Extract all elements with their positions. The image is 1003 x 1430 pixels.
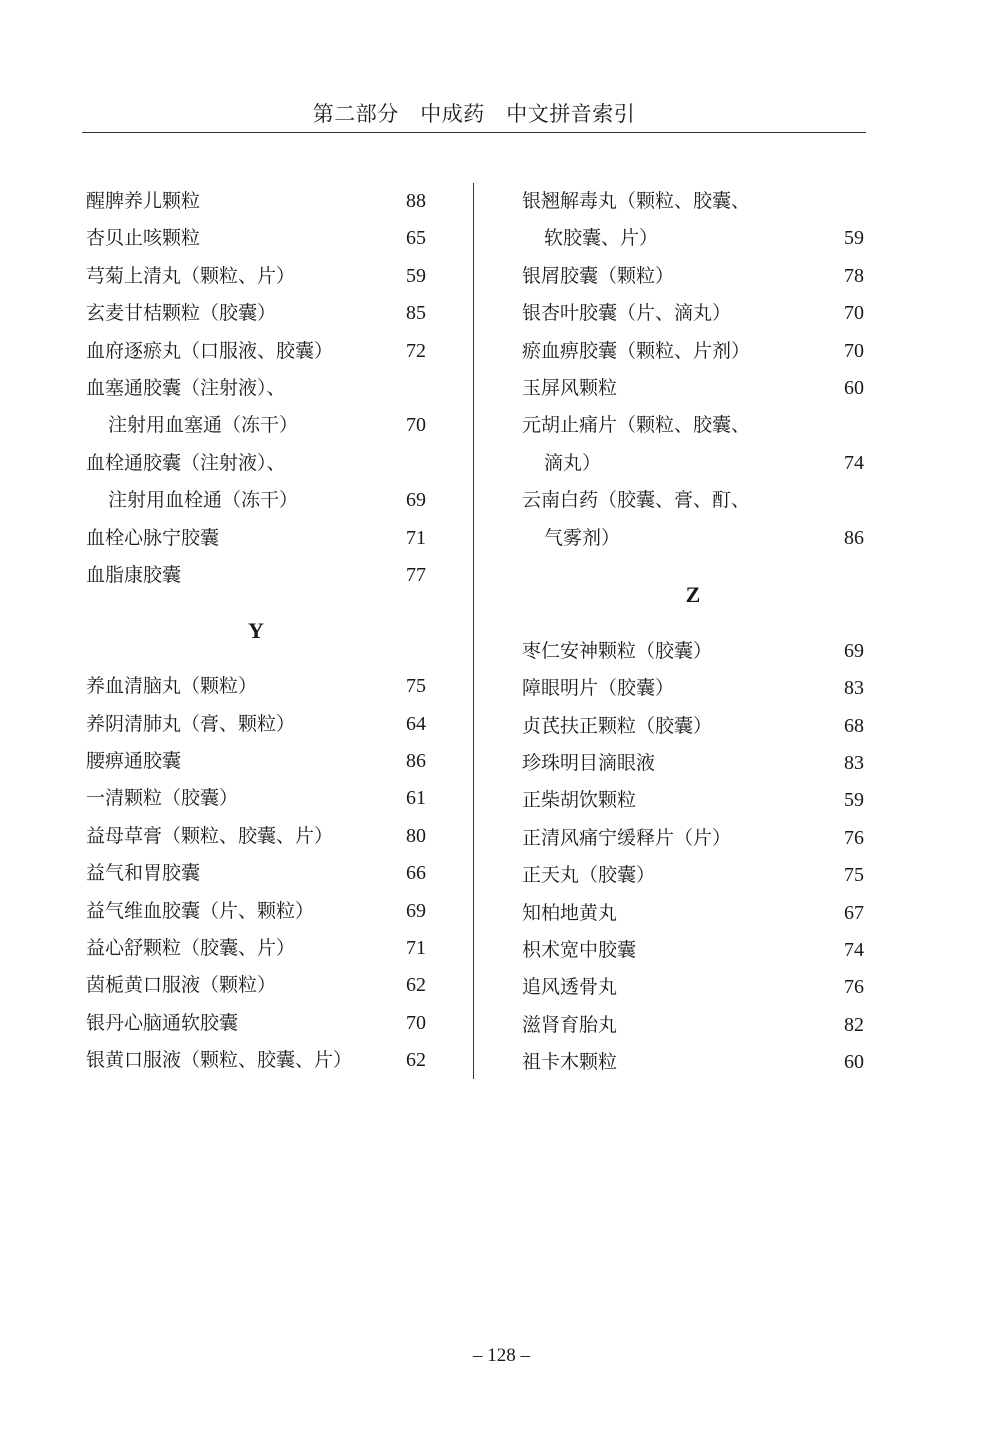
index-entry [522, 745, 864, 782]
index-entry [522, 333, 864, 370]
entry-name: 腰痹通胶囊 [86, 750, 182, 773]
entry-name: 滴丸） [544, 451, 602, 474]
entry-name: 玉屏风颗粒 [522, 376, 618, 399]
index-entry [522, 520, 864, 557]
entry-name: 银丹心脑通软胶囊 [86, 1011, 239, 1034]
entry-page-number: 76 [844, 826, 864, 849]
entry-name: 益气维血胶囊（片、颗粒） [86, 899, 315, 922]
entry-name: 血脂康胶囊 [86, 563, 182, 586]
index-entry [522, 445, 864, 482]
entry-name: 枣仁安神颗粒（胶囊） [522, 639, 713, 662]
index-entry [522, 295, 864, 332]
section-letter-y: Y [248, 618, 264, 644]
entry-name: 血栓通胶囊（注射液）、 [86, 451, 286, 474]
column-divider [473, 183, 474, 1079]
entry-name: 元胡止痛片（颗粒、胶囊、 [522, 414, 751, 437]
entry-name: 滋肾育胎丸 [522, 1013, 618, 1036]
index-entry [86, 668, 426, 705]
entry-name: 瘀血痹胶囊（颗粒、片剂） [522, 339, 751, 362]
index-entry [86, 258, 426, 295]
page-header: 第二部分 中成药 中文拼音索引 [312, 102, 636, 126]
index-entry [522, 370, 864, 407]
entry-name: 障眼明片（胶囊） [522, 677, 675, 700]
entry-page-number: 77 [406, 563, 426, 586]
entry-name: 养血清脑丸（颗粒） [86, 675, 258, 698]
entry-page-number: 88 [406, 190, 426, 212]
entry-page-number: 85 [406, 302, 426, 325]
entry-name: 养阴清肺丸（膏、颗粒） [86, 712, 296, 735]
entry-page-number: 70 [844, 302, 864, 325]
entry-name: 一清颗粒（胶囊） [86, 787, 239, 810]
entry-name: 注射用血栓通（冻干） [108, 489, 299, 512]
entry-name: 正天丸（胶囊） [522, 864, 656, 887]
index-entry [522, 969, 864, 1006]
index-entry [522, 258, 864, 295]
entry-name: 珍珠明目滴眼液 [522, 752, 656, 775]
entry-page-number: 65 [406, 227, 426, 250]
entry-page-number: 64 [406, 712, 426, 735]
entry-page-number: 67 [844, 901, 864, 924]
entry-name: 血塞通胶囊（注射液）、 [86, 376, 286, 399]
entry-page-number: 60 [844, 376, 864, 399]
entry-name: 益母草膏（颗粒、胶囊、片） [86, 824, 334, 847]
entry-page-number: 83 [844, 677, 864, 700]
index-entry [86, 183, 426, 220]
entry-page-number: 70 [844, 339, 864, 362]
entry-page-number: 70 [406, 1011, 426, 1034]
entry-page-number: 75 [844, 864, 864, 887]
entry-name: 追风透骨丸 [522, 976, 618, 999]
entry-page-number: 74 [844, 451, 864, 474]
entry-page-number: 75 [406, 675, 426, 698]
entry-name: 血栓心脉宁胶囊 [86, 526, 220, 549]
entry-name: 杏贝止咳颗粒 [86, 227, 201, 250]
entry-page-number: 70 [406, 414, 426, 437]
entry-name: 玄麦甘桔颗粒（胶囊） [86, 302, 277, 325]
entry-page-number: 66 [406, 862, 426, 885]
index-entry [86, 445, 426, 482]
entry-page-number: 80 [406, 824, 426, 847]
index-entry [86, 520, 426, 557]
index-entry [86, 1042, 426, 1079]
entry-name: 贞芪扶正颗粒（胶囊） [522, 714, 713, 737]
entry-page-number: 83 [844, 752, 864, 775]
index-entry [86, 743, 426, 780]
index-entry [86, 370, 426, 407]
index-entry [522, 932, 864, 969]
index-entry [86, 930, 426, 967]
entry-page-number: 72 [406, 339, 426, 362]
left-entries-x [86, 183, 426, 594]
entry-page-number: 71 [406, 937, 426, 960]
entry-name: 芎菊上清丸（颗粒、片） [86, 264, 296, 287]
entry-page-number: 86 [844, 526, 864, 549]
entry-page-number: 59 [406, 264, 426, 287]
entry-page-number: 68 [844, 714, 864, 737]
section-letter-z: Z [685, 581, 701, 607]
entry-page-number: 71 [406, 526, 426, 549]
entry-name: 银屑胶囊（颗粒） [522, 264, 675, 287]
index-entry [522, 482, 864, 519]
index-entry [86, 706, 426, 743]
entry-name: 软胶囊、片） [544, 227, 659, 250]
entry-page-number: 59 [844, 789, 864, 812]
entry-name: 银杏叶胶囊（片、滴丸） [522, 302, 732, 325]
entry-name: 注射用血塞通（冻干） [108, 414, 299, 437]
entry-page-number: 76 [844, 976, 864, 999]
header-rule [82, 132, 866, 133]
entry-page-number: 78 [844, 264, 864, 287]
index-entry [86, 333, 426, 370]
entry-name: 枳术宽中胶囊 [522, 939, 637, 962]
entry-name: 银黄口服液（颗粒、胶囊、片） [86, 1049, 353, 1072]
index-entry [522, 895, 864, 932]
entry-page-number: 86 [406, 750, 426, 773]
index-entry [86, 967, 426, 1004]
entry-name: 气雾剂） [544, 526, 621, 549]
index-entry [86, 295, 426, 332]
index-entry [86, 855, 426, 892]
index-entry [522, 407, 864, 444]
index-entry [86, 557, 426, 594]
entry-page-number: 69 [406, 489, 426, 512]
index-entry [522, 220, 864, 257]
entry-name: 知柏地黄丸 [522, 901, 618, 924]
entry-name: 正清风痛宁缓释片（片） [522, 826, 732, 849]
entry-name: 云南白药（胶囊、膏、酊、 [522, 489, 751, 512]
entry-page-number: 69 [406, 899, 426, 922]
entry-page-number: 82 [844, 1013, 864, 1036]
entry-name: 益心舒颗粒（胶囊、片） [86, 937, 296, 960]
index-entry [86, 780, 426, 817]
index-entry [522, 708, 864, 745]
index-entry [522, 183, 864, 220]
entry-name: 茵栀黄口服液（颗粒） [86, 974, 277, 997]
right-column [522, 183, 864, 1082]
entry-name: 祖卡木颗粒 [522, 1051, 618, 1074]
entry-page-number: 60 [844, 1051, 864, 1074]
right-entries-z [522, 633, 864, 1082]
index-entry [86, 407, 426, 444]
index-entry [522, 782, 864, 819]
entry-page-number: 61 [406, 787, 426, 810]
entry-name: 益气和胃胶囊 [86, 862, 201, 885]
index-entry [522, 1007, 864, 1044]
entry-name: 血府逐瘀丸（口服液、胶囊） [86, 339, 334, 362]
index-entry [86, 482, 426, 519]
entry-page-number: 69 [844, 639, 864, 662]
index-entry [86, 818, 426, 855]
index-entry [522, 820, 864, 857]
index-entry [86, 1005, 426, 1042]
entry-page-number: 74 [844, 939, 864, 962]
entry-page-number: 59 [844, 227, 864, 250]
page-number: – 128 – [473, 1345, 530, 1366]
index-entry [522, 670, 864, 707]
index-entry [86, 220, 426, 257]
left-column [86, 183, 426, 1080]
index-entry [86, 893, 426, 930]
index-entry [522, 857, 864, 894]
right-entries-y [522, 183, 864, 557]
entry-page-number: 62 [406, 1049, 426, 1072]
entry-name: 醒脾养儿颗粒 [86, 190, 201, 212]
entry-name: 银翘解毒丸（颗粒、胶囊、 [522, 190, 751, 212]
index-entry [522, 633, 864, 670]
index-entry [522, 1044, 864, 1081]
entry-name: 正柴胡饮颗粒 [522, 789, 637, 812]
left-entries-y [86, 668, 426, 1079]
entry-page-number: 62 [406, 974, 426, 997]
